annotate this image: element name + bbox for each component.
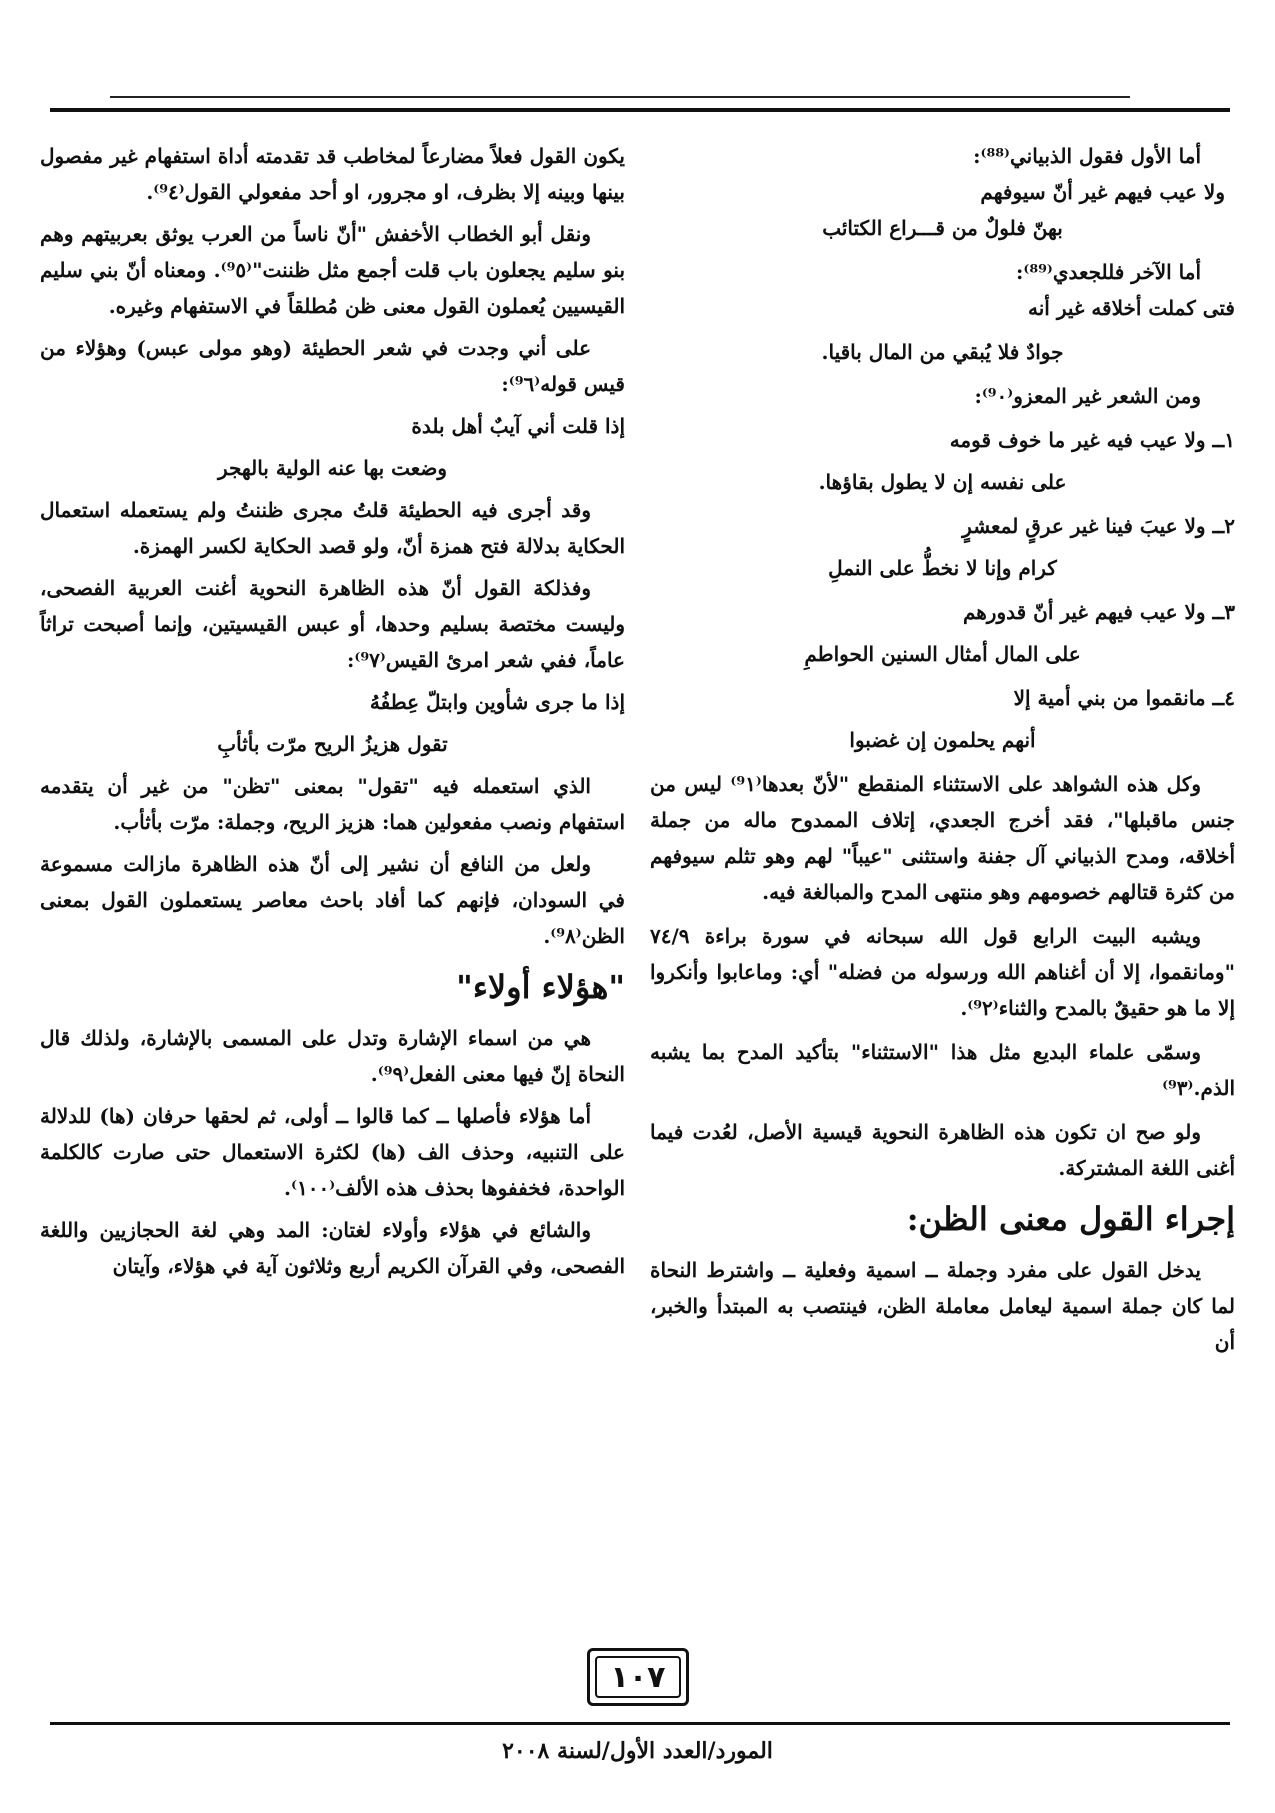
paragraph: الذي استعمله فيه "تقول" بمعنى "تظن" من غير أن يتقدمه استفهام ونصب مفعولين هما: هزيز الريح، وجملة: مرّت بأثأب. <box>40 774 625 834</box>
paragraph: أما الأول فقول الذبياني⁽⁸⁸⁾: <box>973 144 1201 168</box>
header-rule-thin <box>110 96 1130 98</box>
paragraph: ومن الشعر غير المعزو⁽⁹٠⁾: <box>974 384 1201 408</box>
paragraph: على أني وجدت في شعر الحطيئة (وهو مولى عبس) وهؤلاء من قيس قوله⁽⁹٦⁾: <box>40 336 625 396</box>
paragraph: وفذلكة القول أنّ هذه الظاهرة النحوية أغنت العربية الفصحى، وليست مختصة بسليم وحدها، أو عبس القيسيتين، وإنما أصبحت تراثاً عاماً، ففي شعر امرئ القيس⁽⁹٧⁾: <box>40 576 625 672</box>
paragraph: يدخل القول على مفرد وجملة ــ اسمية وفعلية ــ واشترط النحاة لما كان جملة اسمية ليعامل معاملة الظن، فينتصب به المبتدأ والخبر، أن <box>650 1258 1235 1354</box>
paragraph: والشائع في هؤلاء وأولاء لغتان: المد وهي لغة الحجازيين واللغة الفصحى، وفي القرآن الكريم أربع وثلاثون آية في هؤلاء، وآيتان <box>40 1218 625 1278</box>
verse-line: ٤ــ مانقموا من بني أمية إلا <box>1013 686 1235 710</box>
paragraph: هي من اسماء الإشارة وتدل على المسمى بالإشارة، ولذلك قال النحاة إنّ فيها معنى الفعل⁽⁹٩⁾. <box>40 1026 625 1086</box>
verse-line: على نفسه إن لا يطول بقاؤها. <box>818 470 1067 494</box>
section-heading: "هؤلاء أولاء" <box>456 968 625 1006</box>
verse-line: ١ــ ولا عيب فيه غير ما خوف قومه <box>949 428 1235 452</box>
paragraph: وكل هذه الشواهد على الاستثناء المنقطع "لأنّ بعدها⁽⁹١⁾ ليس من جنس ماقبلها"، فقد أخرج الجعدي، إتلاف الممدوح ماله من جملة أخلاقه، ومدح الذبياني آل جفنة واستثنى "عيباً" لهم وهو تثلم سيوفهم من كثرة قتالهم خصومهم وهو منتهى المدح والمبالغة فيه. <box>650 772 1235 904</box>
right-column <box>650 138 1235 1360</box>
paragraph: أما الآخر فللجعدي⁽⁸⁹⁾: <box>1016 260 1201 284</box>
left-column <box>40 138 625 1284</box>
footer-rule <box>50 1722 1230 1725</box>
paragraph: ويشبه البيت الرابع قول الله سبحانه في سورة براءة ٧٤/٩ "ومانقموا، إلا أن أغناهم الله ورسوله من فضله" أي: وماعابوا وأنكروا إلا ما هو حقيقٌ بالمدح والثناء⁽⁹٢⁾. <box>650 924 1235 1020</box>
verse-line: على المال أمثال السنين الحواطمِ <box>804 642 1081 666</box>
verse-line: ٣ــ ولا عيب فيهم غير أنّ قدورهم <box>962 600 1235 624</box>
verse-line: إذا قلت أني آيبٌ أهل بلدة <box>411 414 625 438</box>
page-number: ١٠٧ <box>595 1656 681 1698</box>
verse-line: أنهم يحلمون إن غضبوا <box>849 728 1036 752</box>
journal-footer: المورد/العدد الأول/لسنة ٢٠٠٨ <box>502 1738 773 1764</box>
verse-line: تقول هزيزُ الريح مرّت بأثأبِ <box>217 732 448 756</box>
page-number-frame <box>587 1648 689 1706</box>
verse-line: ٢ــ ولا عيبَ فينا غير عرقٍ لمعشرٍ <box>962 514 1235 538</box>
verse-line: فتى كملت أخلاقه غير أنه <box>1028 296 1235 320</box>
paragraph: ونقل أبو الخطاب الأخفش "أنّ ناساً من العرب يوثق بعربيتهم وهم بنو سليم يجعلون باب قلت أجمع مثل ظننت"⁽⁹٥⁾. ومعناه أنّ بني سليم القيسيين يُعملون القول معنى ظن مُطلقاً في الاستفهام وغيره. <box>40 222 626 318</box>
paragraph: وسمّى علماء البديع مثل هذا "الاستثناء" بتأكيد المدح بما يشبه الذم.⁽⁹٣⁾ <box>650 1040 1235 1100</box>
paragraph: وقد أجرى فيه الحطيئة قلتُ مجرى ظننتُ ولم يستعمله استعمال الحكاية بدلالة فتح همزة أنّ، ولو قصد الحكاية لكسر الهمزة. <box>40 498 625 558</box>
paragraph: ولو صح ان تكون هذه الظاهرة النحوية قيسية الأصل، لعُدت فيما أغنى اللغة المشتركة. <box>650 1120 1235 1180</box>
paragraph: يكون القول فعلاً مضارعاً لمخاطب قد تقدمته أداة استفهام غير مفصول بينها وبينه إلا بظرف، او مجرور، او أحد مفعولي القول⁽⁹٤⁾. <box>40 144 625 204</box>
verse-line: وضعت بها عنه الولية بالهجر <box>217 456 448 480</box>
paragraph: أما هؤلاء فأصلها ــ كما قالوا ــ أولى، ثم لحقها حرفان (ها) للدلالة على التنبيه، وحذف الف (ها) لكثرة الاستعمال حتى صارت كالكلمة الواحدة، فخففوها بحذف هذه الألف⁽١٠٠⁾. <box>40 1104 625 1200</box>
paragraph: ولعل من النافع أن نشير إلى أنّ هذه الظاهرة مازالت مسموعة في السودان، فإنهم كما أفاد باحث معاصر يستعملون القول بمعنى الظن⁽⁹٨⁾. <box>40 852 625 948</box>
verse-line: كرام وإنا لا نخطُّ على النملِ <box>828 556 1057 580</box>
verse-line: جوادٌ فلا يُبقي من المال باقيا. <box>821 340 1064 364</box>
section-heading: إجراء القول معنى الظن: <box>906 1200 1235 1238</box>
verse-line: إذا ما جرى شأوين وابتلّ عِطفُهُ <box>369 690 625 714</box>
verse-line: بهنّ فلولٌ من قـــراع الكتائب <box>822 216 1063 240</box>
header-rule-thick <box>50 108 1230 112</box>
verse-line: ولا عيب فيهم غير أنّ سيوفهم <box>980 180 1225 204</box>
